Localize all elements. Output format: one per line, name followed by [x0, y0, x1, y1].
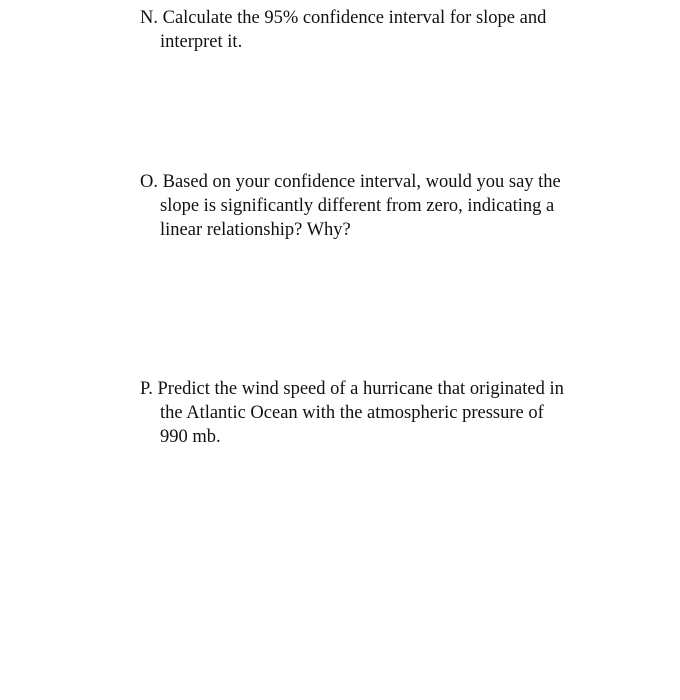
- question-p-line-1: P. Predict the wind speed of a hurricane that originated in: [140, 379, 564, 399]
- question-n-line-2: interpret it.: [160, 32, 243, 52]
- question-o-line-2: slope is significantly different from zero, indicating a: [160, 196, 555, 216]
- question-p-line-3: 990 mb.: [160, 427, 221, 447]
- question-p: [140, 377, 610, 449]
- question-o-line-1: O. Based on your confidence interval, would you say the: [140, 172, 561, 192]
- question-n-line-1: N. Calculate the 95% confidence interval for slope and: [140, 8, 547, 28]
- question-o: [140, 170, 610, 242]
- question-n: [140, 6, 610, 54]
- question-o-line-3: linear relationship? Why?: [160, 220, 351, 240]
- question-p-line-2: the Atlantic Ocean with the atmospheric pressure of: [160, 403, 544, 423]
